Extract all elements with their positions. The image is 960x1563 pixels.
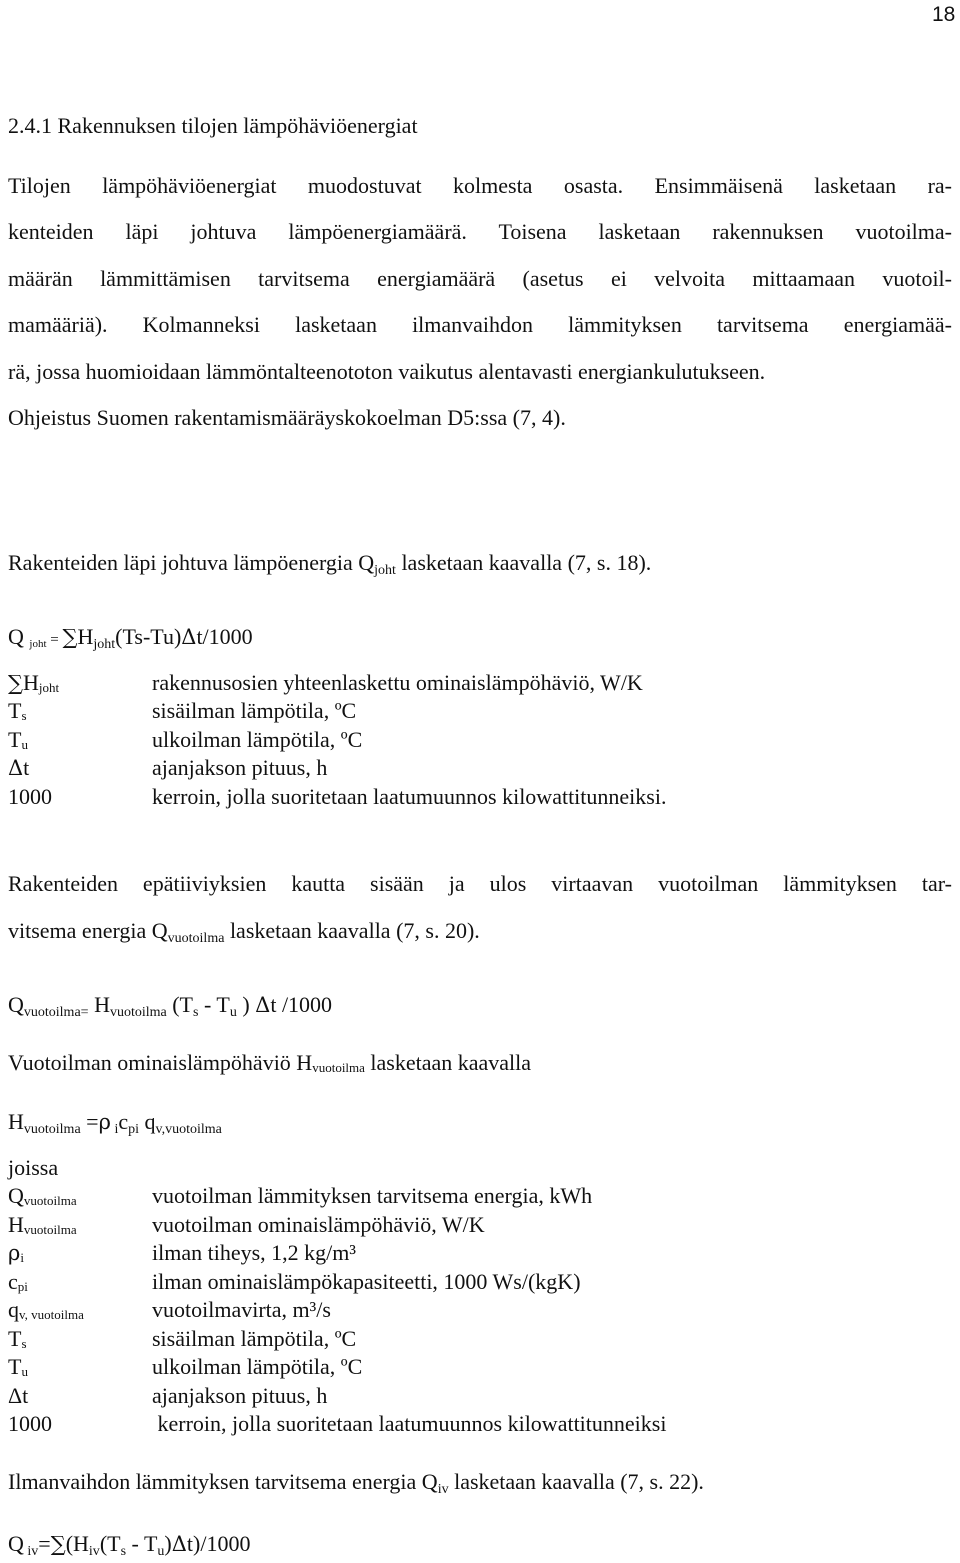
leakage-intro-line1: Rakenteiden epätiiviyksien kautta sisään ja ulos virtaavan vuotoilman lämmityksen tar- [8,871,952,896]
definition-description: ajanjakson pituus, h [152,755,328,780]
definition-symbol: Hvuotoilma [8,1212,77,1237]
definition-symbol: ρi [8,1241,24,1265]
definition-description: ajanjakson pituus, h [152,1383,328,1408]
definition-description: ilman ominaislämpökapasiteetti, 1000 Ws/(kgK) [152,1269,581,1294]
definition-description: sisäilman lämpötila, ºC [152,1326,357,1351]
definition-description: sisäilman lämpötila, ºC [152,698,357,723]
leakage-intro-line2: vitsema energia $Q_{vuotoilma}$ lasketaan kaavalla (7, s. 20). [8,918,480,946]
definition-description: kerroin, jolla suoritetaan laatumuunnos kilowattitunneiksi [152,1411,667,1436]
definition-symbol: Qvuotoilma [8,1183,77,1208]
ventilation-formula: Q $_{iv}=\sum(H_{iv}(T_s - T_u)\Delta t)/1000$ [8,1531,251,1559]
definition-description: vuotoilmavirta, m³/s [152,1297,331,1322]
paragraph-line: mamääriä). Kolmanneksi lasketaan ilmanvaihdon lämmityksen tarvitsema energiamää- [8,312,952,337]
definition-symbol: Ts [8,698,27,723]
definition-description: ulkoilman lämpötila, ºC [152,1354,363,1379]
section-heading: 2.4.1 Rakennuksen tilojen lämpöhäviöenergiat [8,113,418,138]
paragraph-line: Tilojen lämpöhäviöenergiat muodostuvat kolmesta osasta. Ensimmäisenä lasketaan ra- [8,173,952,198]
definition-symbol: Ts [8,1326,27,1351]
definition-description: rakennusosien yhteenlaskettu ominaislämpöhäviö, W/K [152,670,643,695]
paragraph-line: määrän lämmittämisen tarvitsema energiamäärä (asetus ei velvoita mittaamaan vuotoil- [8,266,952,291]
definition-description: kerroin, jolla suoritetaan laatumuunnos kilowattitunneiksi. [152,784,667,809]
page-number: 18 [932,3,956,26]
definition-description: vuotoilman lämmityksen tarvitsema energia, kWh [152,1183,593,1208]
definition-description: vuotoilman ominaislämpöhäviö, W/K [152,1212,485,1237]
conduction-formula: Q joht = $\sum H_{joht}(Ts-Tu)\Delta t/1000$ [8,624,253,652]
definition-description: ulkoilman lämpötila, ºC [152,727,363,752]
conduction-intro: Rakenteiden läpi johtuva lämpöenergia $Q_{joht}$ lasketaan kaavalla (7, s. 18). [8,550,652,578]
definition-symbol: Tu [8,727,28,752]
definition-symbol: Δt [8,1383,29,1408]
definition-description: ilman tiheys, 1,2 kg/m³ [152,1240,356,1265]
definition-symbol: Δt [8,755,30,780]
definition-symbol: Tu [8,1354,28,1379]
definition-symbol: cpi [8,1269,28,1294]
definition-symbol: ∑Hjoht [8,670,60,695]
paragraph-line: kenteiden läpi johtuva lämpöenergiamäärä. Toisena lasketaan rakennuksen vuotoilma- [8,219,952,244]
h-vuotoilma-formula: $H_{vuotoilma} =\rho$ $_ic_{pi}$ $q_{v,vuotoilma}$ [8,1109,222,1137]
definition-symbol: qv, vuotoilma [8,1297,84,1322]
ventilation-intro: Ilmanvaihdon lämmityksen tarvitsema energia $Q_{iv}$ lasketaan kaavalla (7, s. 22). [8,1469,704,1497]
paragraph-line: rä, jossa huomioidaan lämmöntalteenototon vaikutus alentavasti energiankulutukseen. [8,359,766,384]
paragraph-line: Ohjeistus Suomen rakentamismääräyskokoelman D5:ssa (7, 4). [8,405,566,430]
definition-symbol: 1000 [8,1411,52,1436]
definition-symbol: 1000 [8,784,52,809]
joissa-label: joissa [8,1155,59,1180]
leakage-formula: $Q_{vuotoilma=}$ $H_{vuotoilma}$ ($T_s - T_u$ ) Δt /1000 [8,992,333,1020]
h-vuotoilma-intro: Vuotoilman ominaislämpöhäviö Hvuotoilma lasketaan kaavalla [8,1050,532,1075]
